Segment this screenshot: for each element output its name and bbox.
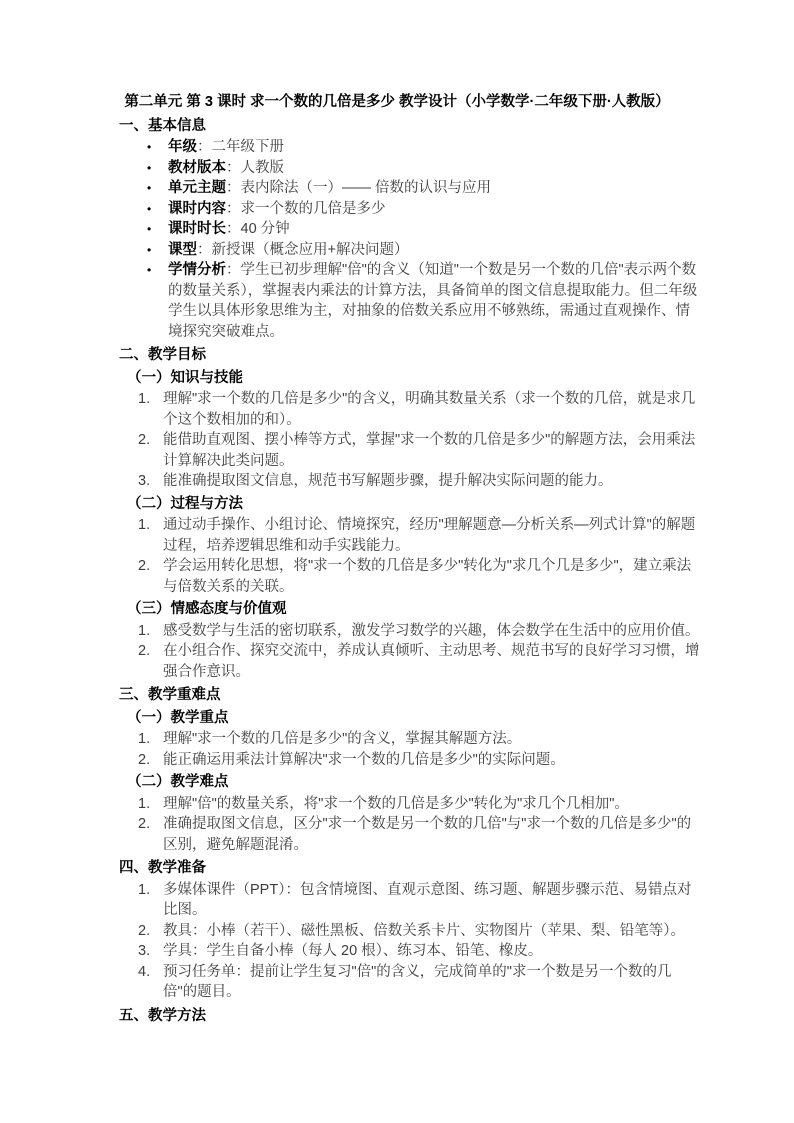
item-number: 1.	[138, 881, 151, 898]
item-text: 能准确提取图文信息，规范书写解题步骤，提升解决实际问题的能力。	[163, 473, 613, 489]
numbered-item	[119, 471, 700, 492]
bullet-value: ：新授课（概念应用+解决问题）	[197, 241, 409, 258]
bullet-value: ：二年级下册	[197, 139, 284, 155]
bullet-icon: •	[147, 181, 152, 195]
bullet-text	[168, 240, 700, 261]
item-number: 1.	[138, 391, 151, 407]
bullet-value: ：求一个数的几倍是多少	[226, 200, 386, 217]
item-number: 2.	[138, 558, 151, 574]
bullet-text	[168, 260, 700, 342]
numbered-item	[119, 921, 700, 942]
item-number: 2.	[138, 432, 151, 448]
item-text: 准确提取图文信息，区分"求一个数是另一个数的几倍"与"求一个数的几倍是多少"的区别，避免解题混淆。	[163, 816, 692, 853]
numbered-item	[119, 556, 700, 597]
bullet-item	[119, 137, 700, 158]
item-text: 能正确运用乘法计算解决"求一个数的几倍是多少"的实际问题。	[163, 751, 565, 768]
numbered-item	[119, 941, 700, 962]
bullet-item	[119, 178, 700, 199]
bullet-label: 学情分析	[168, 262, 226, 278]
section-heading: 五、教学方法	[119, 1007, 206, 1024]
bullet-label: 课时时长	[168, 221, 226, 237]
bullet-value: ：学生已初步理解"倍"的含义（知道"一个数是另一个数的几倍"表示两个数的数量关系），掌握表内乘法的计算方法，具备简单的图文信息提取能力。但二年级学生以具体形象思维为主，对抽象的倍数关系应用不够熟练，需通过直观操作、情境探究突破难点。	[168, 262, 698, 340]
item-number: 1.	[138, 517, 151, 533]
bullet-label: 课型	[168, 241, 197, 258]
bullet-icon: •	[147, 263, 152, 277]
subsection-heading: （一）知识与技能	[127, 369, 243, 386]
bullet-value: ：表内除法（一）—— 倍数的认识与应用	[226, 180, 492, 196]
bullet-item	[119, 219, 700, 240]
item-text: 学会运用转化思想，将"求一个数的几倍是多少"转化为"求几个几是多少"，建立乘法与倍数关系的关联。	[163, 558, 692, 595]
bullet-label: 年级	[168, 139, 197, 155]
bullet-label: 单元主题	[168, 180, 226, 196]
bullet-text	[168, 199, 700, 220]
bullet-text	[168, 158, 700, 179]
numbered-item	[119, 880, 700, 921]
section-heading: 一、基本信息	[119, 117, 206, 134]
item-number: 1.	[138, 731, 151, 747]
numbered-item	[119, 750, 700, 771]
bullet-label: 教材版本	[168, 159, 226, 176]
item-number: 3.	[138, 473, 151, 489]
item-text: 多媒体课件（PPT）：包含情境图、直观示意图、练习题、解题步骤示范、易错点对比图。	[163, 881, 692, 918]
bullet-icon: •	[147, 242, 152, 257]
section-heading: 四、教学准备	[119, 860, 206, 876]
numbered-item	[119, 621, 700, 642]
bullet-item	[119, 158, 700, 179]
item-number: 4.	[138, 963, 151, 980]
numbered-item	[119, 641, 700, 682]
bullet-icon: •	[147, 201, 152, 216]
item-number: 3.	[138, 943, 151, 959]
bullet-text	[168, 219, 700, 240]
item-number: 2.	[138, 643, 151, 659]
subsection-heading: （三）情感态度与价值观	[127, 601, 287, 617]
item-number: 1.	[138, 622, 151, 639]
document-body	[119, 116, 700, 1027]
item-text: 教具：小棒（若干）、磁性黑板、倍数关系卡片、实物图片（苹果、梨、铅笔等）。	[163, 922, 685, 939]
bullet-icon: •	[147, 140, 152, 154]
subsection-heading: （二）过程与方法	[127, 495, 243, 512]
item-text: 理解"倍"的数量关系，将"求一个数的几倍是多少"转化为"求几个几相加"。	[163, 795, 629, 812]
bullet-value: ：人教版	[226, 159, 284, 176]
item-text: 能借助直观图、摆小棒等方式，掌握"求一个数的几倍是多少"的解题方法，会用乘法计算解决此类问题。	[163, 432, 696, 469]
numbered-item	[119, 962, 700, 1003]
item-text: 感受数学与生活的密切联系，激发学习数学的兴趣，体会数学在生活中的应用价值。	[163, 622, 700, 639]
bullet-icon: •	[147, 222, 152, 236]
numbered-item	[119, 515, 700, 556]
numbered-item	[119, 430, 700, 471]
subsection-heading: （二）教学难点	[127, 774, 229, 790]
item-number: 2.	[138, 922, 151, 939]
item-number: 2.	[138, 816, 151, 832]
bullet-item	[119, 260, 700, 342]
numbered-item	[119, 389, 700, 430]
item-number: 2.	[138, 751, 151, 768]
bullet-label: 课时内容	[168, 200, 226, 217]
numbered-item	[119, 794, 700, 815]
item-number: 1.	[138, 795, 151, 812]
item-text: 通过动手操作、小组讨论、情境探究，经历"理解题意—分析关系—列式计算"的解题过程，培养逻辑思维和动手实践能力。	[163, 517, 696, 554]
document-title: 第二单元 第 3 课时 求一个数的几倍是多少 教学设计（小学数学·二年级下册·人教版）	[124, 94, 670, 110]
item-text: 在小组合作、探究交流中，养成认真倾听、主动思考、规范书写的良好学习习惯，增强合作意识。	[163, 643, 700, 680]
bullet-icon: •	[147, 160, 152, 175]
bullet-value: ：40 分钟	[226, 221, 290, 237]
bullet-text	[168, 137, 700, 158]
bullet-item	[119, 199, 700, 220]
section-heading: 三、教学重难点	[119, 687, 221, 703]
subsection-heading: （一）教学重点	[127, 709, 229, 726]
item-text: 学具：学生自备小棒（每人 20 根）、练习本、铅笔、橡皮。	[163, 943, 543, 959]
section-heading: 二、教学目标	[119, 347, 206, 363]
numbered-item	[119, 814, 700, 855]
numbered-item	[119, 729, 700, 750]
bullet-item	[119, 240, 700, 261]
bullet-text	[168, 178, 700, 199]
item-text: 理解"求一个数的几倍是多少"的含义，掌握其解题方法。	[163, 731, 522, 747]
item-text: 理解"求一个数的几倍是多少"的含义，明确其数量关系（求一个数的几倍，就是求几个这个数相加的和）。	[163, 391, 696, 428]
item-text: 预习任务单：提前让学生复习"倍"的含义，完成简单的"求一个数是另一个数的几倍"的题目。	[163, 963, 672, 1000]
